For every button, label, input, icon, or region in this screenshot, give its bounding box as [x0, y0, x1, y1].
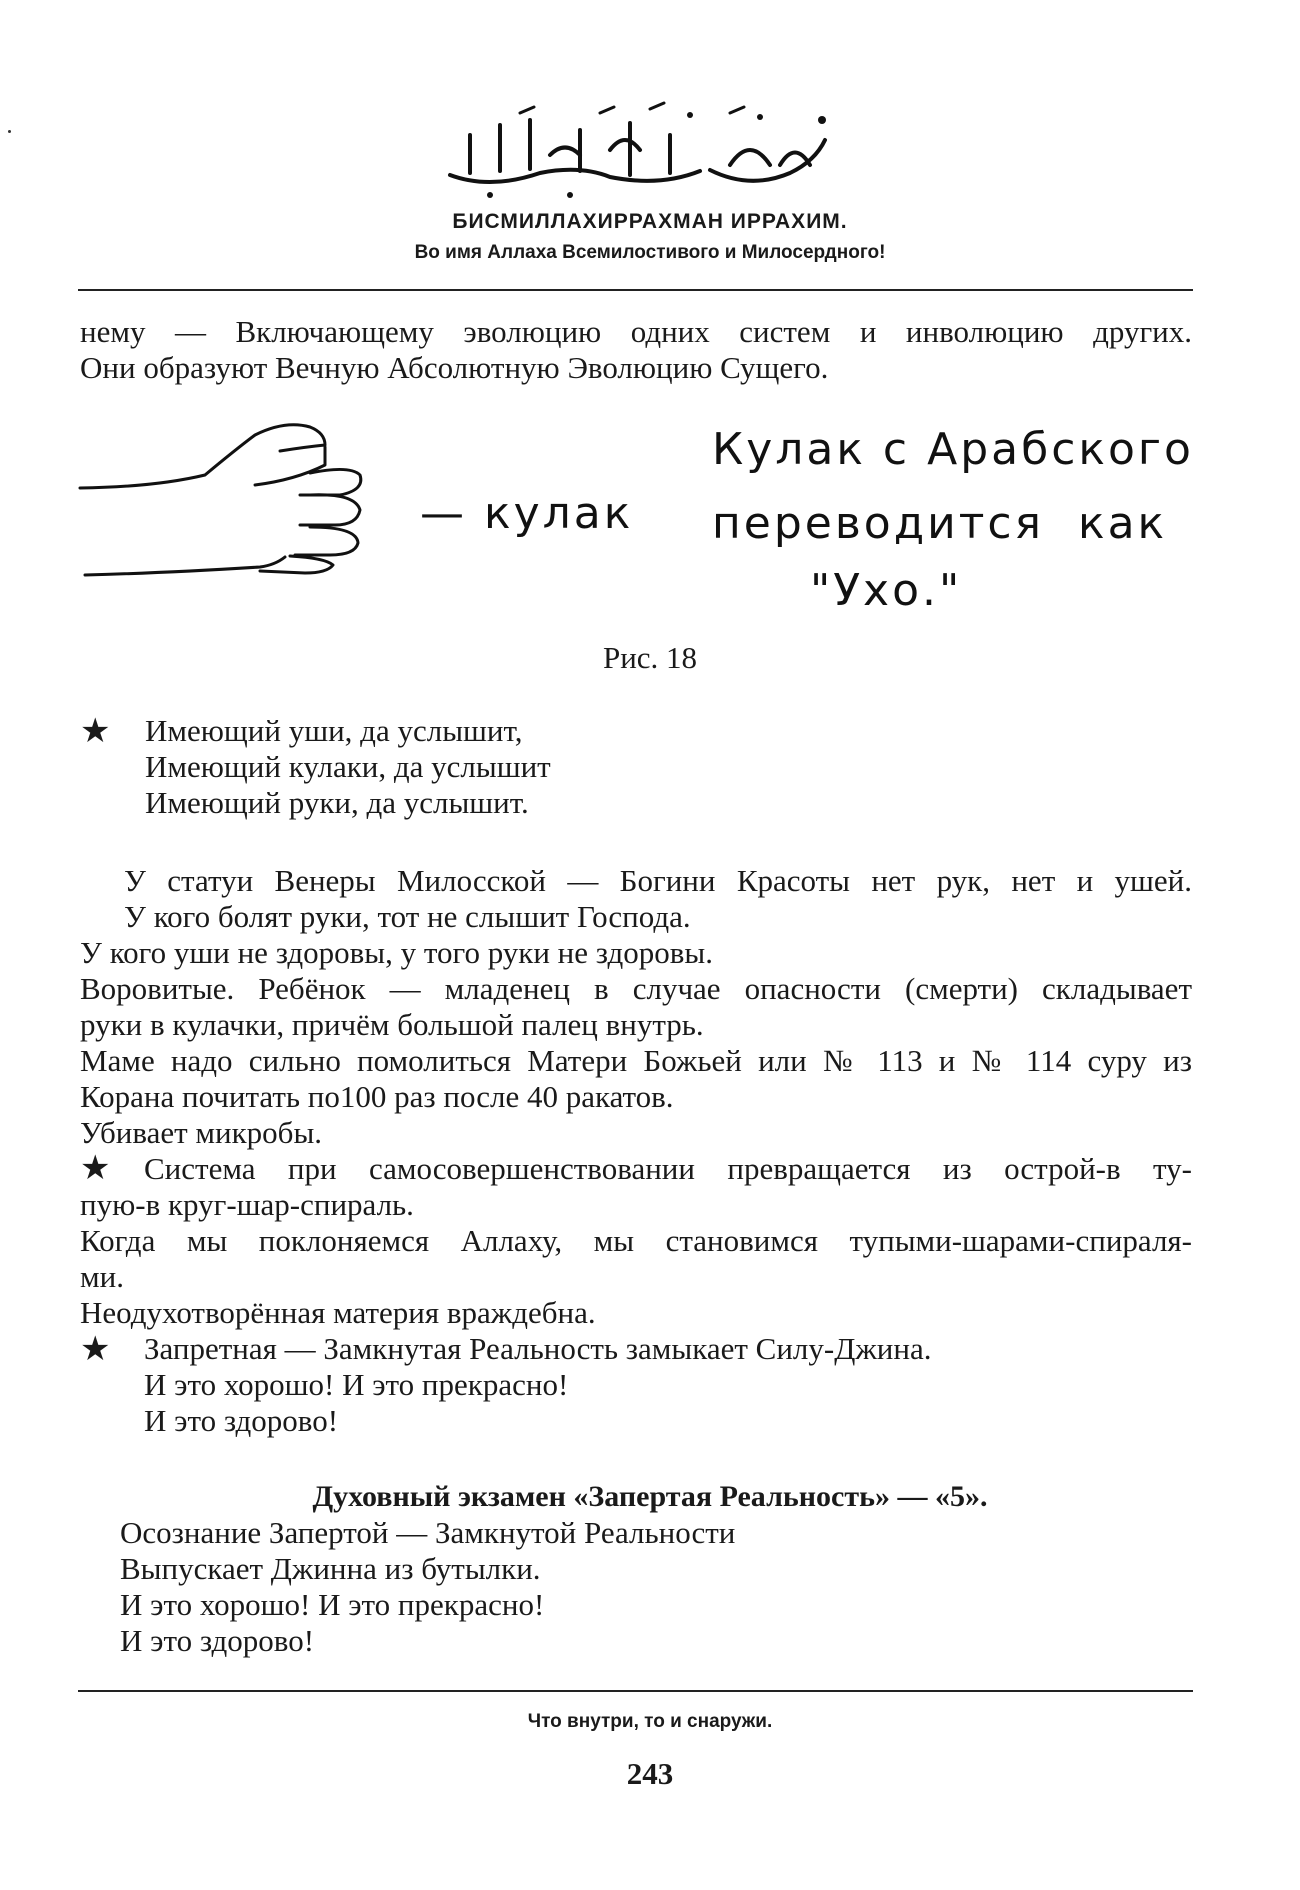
- text-line: Маме надо сильно помолиться Матери Божьей или № 113 и № 114 суру из: [80, 1043, 1192, 1078]
- exam-line: Выпускает Джинна из бутылки.: [120, 1551, 541, 1586]
- header-title: БИСМИЛЛАХИРРАХМАН ИРРАХИМ.: [452, 210, 848, 233]
- footer-rule: [78, 1690, 1193, 1692]
- text-line: У статуи Венеры Милосской — Богини Красоты нет рук, нет и ушей.: [124, 863, 1192, 898]
- bismillah-calligraphy: [430, 95, 850, 205]
- text-line: И это хорошо! И это прекрасно!: [144, 1367, 569, 1402]
- handwritten-note: Кулак с Арабского: [712, 424, 1194, 475]
- text-line: У кого болят руки, тот не слышит Господа.: [124, 899, 691, 934]
- text-line: Система при самосовершенствовании превращается из острой-в ту-: [144, 1151, 1192, 1186]
- figure-caption: Рис. 18: [602, 640, 698, 675]
- exam-line: И это здорово!: [120, 1623, 315, 1658]
- poem-line: Имеющий уши, да услышит,: [145, 713, 523, 748]
- text-line: Неодухотворённая материя враждебна.: [80, 1295, 596, 1330]
- text-line: ми.: [80, 1259, 124, 1294]
- handwritten-note: как: [1078, 498, 1168, 549]
- page-number: 243: [626, 1756, 674, 1791]
- text-line: Корана почитать по100 раз после 40 ракатов.: [80, 1079, 674, 1114]
- text-line: У кого уши не здоровы, у того руки не здоровы.: [80, 935, 713, 970]
- star-icon: ★: [80, 1329, 111, 1369]
- intro-text: [80, 314, 1192, 386]
- header-rule: [78, 289, 1193, 291]
- exam-title: Духовный экзамен «Запертая Реальность» — «5».: [312, 1480, 988, 1513]
- fist-drawing: [75, 415, 395, 595]
- poem-line: Имеющий руки, да услышит.: [145, 785, 529, 820]
- scan-speck: [8, 130, 11, 133]
- intro-line: Они образуют Вечную Абсолютную Эволюцию Сущего.: [80, 350, 829, 385]
- intro-line: нему — Включающему эволюцию одних систем и инволюцию других.: [80, 314, 1192, 349]
- handwritten-note: "Ухо.": [810, 565, 963, 616]
- text-line: Воровитые. Ребёнок — младенец в случае опасности (смерти) складывает: [80, 971, 1192, 1006]
- footer-motto: Что внутри, то и снаружи.: [527, 1711, 773, 1732]
- text-line: Когда мы поклоняемся Аллаху, мы становимся тупыми-шарами-спираля-: [80, 1223, 1192, 1258]
- text-line: Запретная — Замкнутая Реальность замыкает Силу-Джина.: [144, 1331, 932, 1366]
- text-line: руки в кулачки, причём большой палец внутрь.: [80, 1007, 704, 1042]
- text-line: пую-в круг-шар-спираль.: [80, 1187, 414, 1222]
- header-subtitle: Во имя Аллаха Всемилостивого и Милосердного!: [414, 242, 886, 263]
- poem: [145, 713, 551, 821]
- handwritten-note: — кулак: [420, 488, 634, 539]
- star-icon: ★: [80, 1148, 111, 1188]
- exam-line: И это хорошо! И это прекрасно!: [120, 1587, 545, 1622]
- paragraph-block: [80, 863, 1192, 1439]
- exam-line: Осознание Запертой — Замкнутой Реальности: [120, 1515, 736, 1550]
- text-line: Убивает микробы.: [80, 1115, 323, 1150]
- star-icon: ★: [80, 711, 111, 751]
- exam-verse: [120, 1515, 735, 1659]
- handwritten-note: переводится: [712, 498, 1044, 549]
- poem-line: Имеющий кулаки, да услышит: [145, 749, 551, 784]
- text-line: И это здорово!: [144, 1403, 339, 1438]
